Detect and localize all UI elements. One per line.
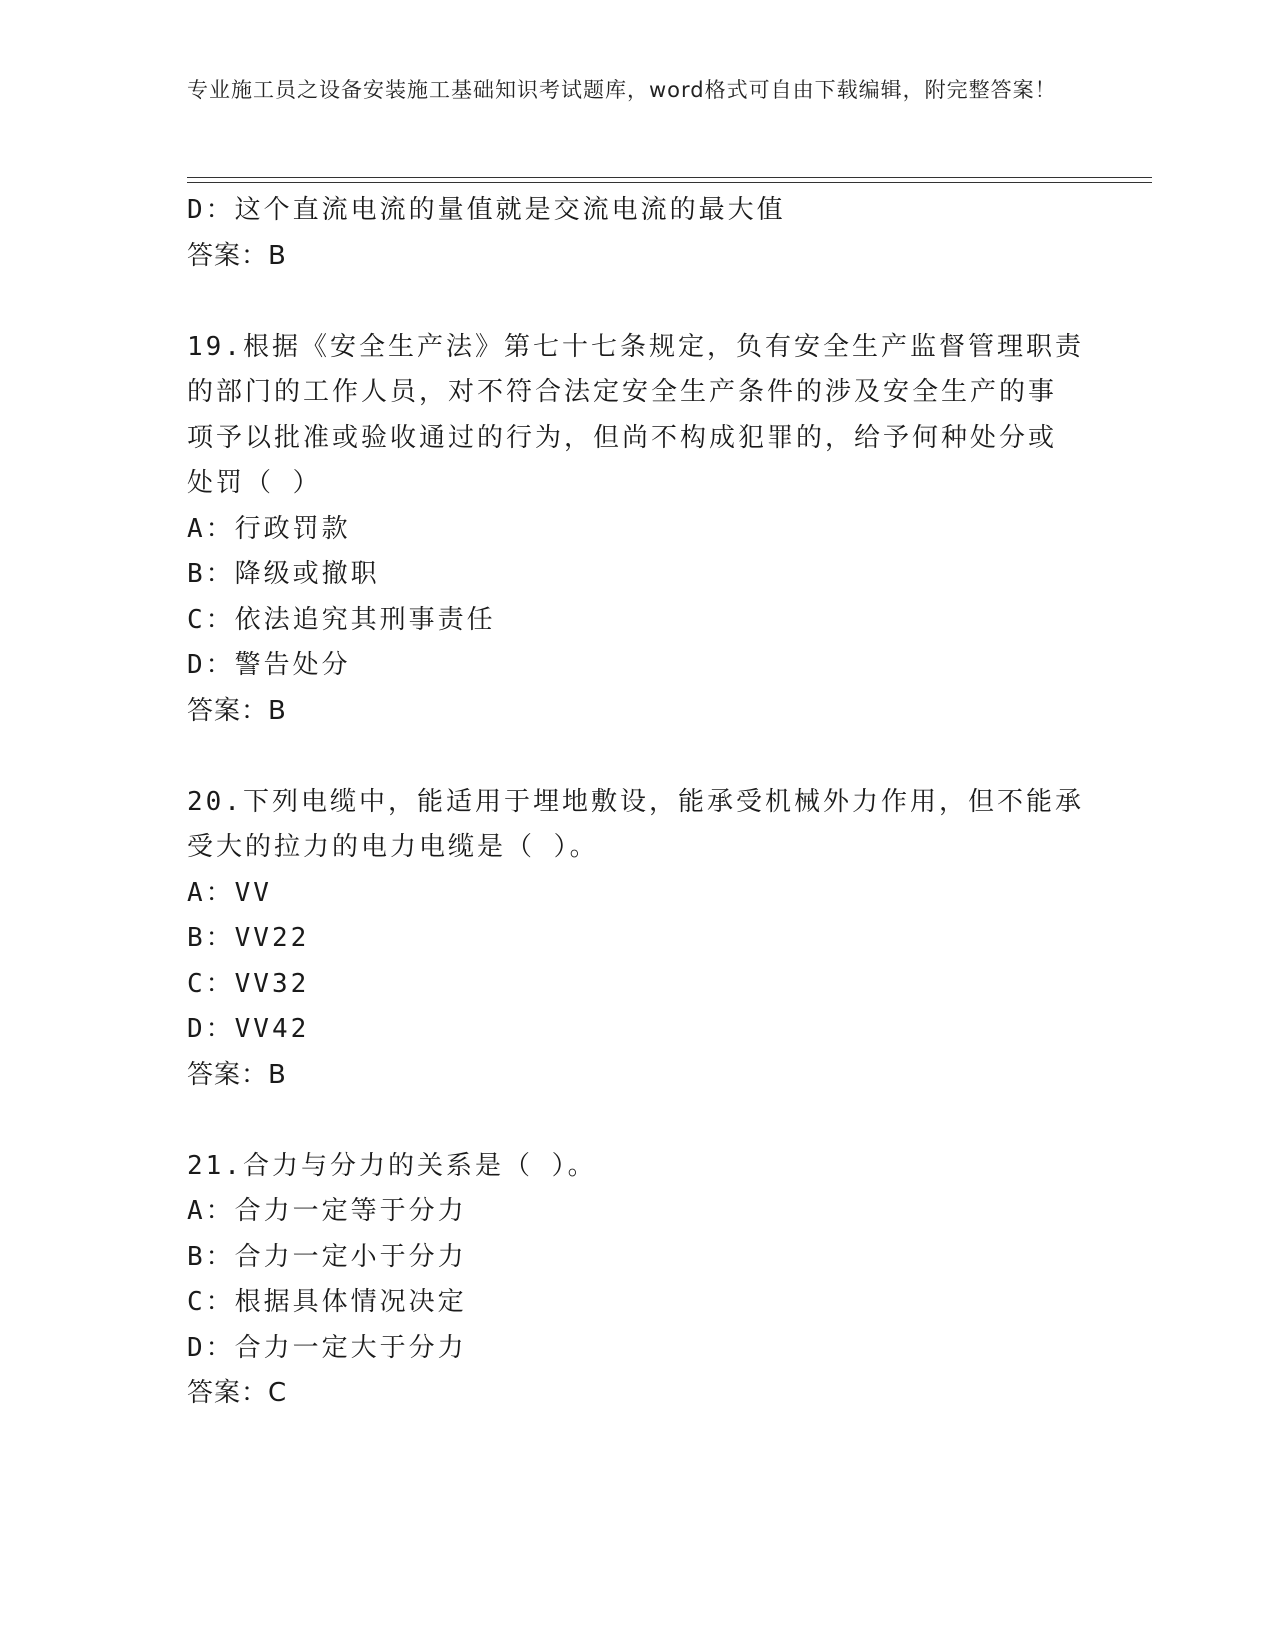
question-stem-line: 受大的拉力的电力电缆是（ ）。 (187, 832, 599, 862)
question-stem-line: 21.合力与分力的关系是（ ）。 (187, 1150, 597, 1181)
question-19 (187, 325, 1087, 735)
question-stem-line: 项予以批准或验收通过的行为，但尚不构成犯罪的，给予何种处分或 (187, 422, 1058, 453)
document-body (187, 188, 1087, 1417)
document-header-note: 专业施工员之设备安装施工基础知识考试题库，word格式可自由下载编辑，附完整答案！ (187, 78, 1057, 102)
option-c: C：依法追究其刑事责任 (187, 604, 496, 635)
answer-line: 答案：B (187, 240, 287, 271)
question-stem-line: 的部门的工作人员，对不符合法定安全生产条件的涉及安全生产的事 (187, 377, 1058, 407)
option-d: D：警告处分 (187, 650, 351, 680)
spacer (187, 734, 1087, 780)
option-b: B：降级或撤职 (187, 559, 380, 589)
header-divider-bottom (187, 182, 1152, 183)
option-b: B：VV22 (187, 923, 310, 953)
question-21 (187, 1144, 1087, 1417)
option-d: D：VV42 (187, 1014, 310, 1044)
question-stem-line: 处罚（ ） (187, 468, 322, 498)
option-a: A：行政罚款 (187, 513, 351, 544)
spacer (187, 1098, 1087, 1144)
answer-line: 答案：B (187, 695, 287, 726)
option-a: A：合力一定等于分力 (187, 1196, 467, 1226)
question-stem-line: 19.根据《安全生产法》第七十七条规定，负有安全生产监督管理职责 (187, 331, 1084, 362)
spacer (187, 279, 1087, 325)
option-d: D：这个直流电流的量值就是交流电流的最大值 (187, 195, 786, 225)
option-a: A：VV (187, 877, 272, 908)
option-b: B：合力一定小于分力 (187, 1241, 467, 1272)
option-c: C：根据具体情况决定 (187, 1287, 467, 1317)
option-d: D：合力一定大于分力 (187, 1332, 467, 1363)
answer-line: 答案：B (187, 1059, 287, 1090)
question-stem-line: 20.下列电缆中，能适用于埋地敷设，能承受机械外力作用，但不能承 (187, 786, 1084, 817)
option-c: C：VV32 (187, 968, 310, 999)
header-divider-top (187, 177, 1152, 178)
question-20 (187, 780, 1087, 1099)
answer-line: 答案：C (187, 1378, 288, 1408)
